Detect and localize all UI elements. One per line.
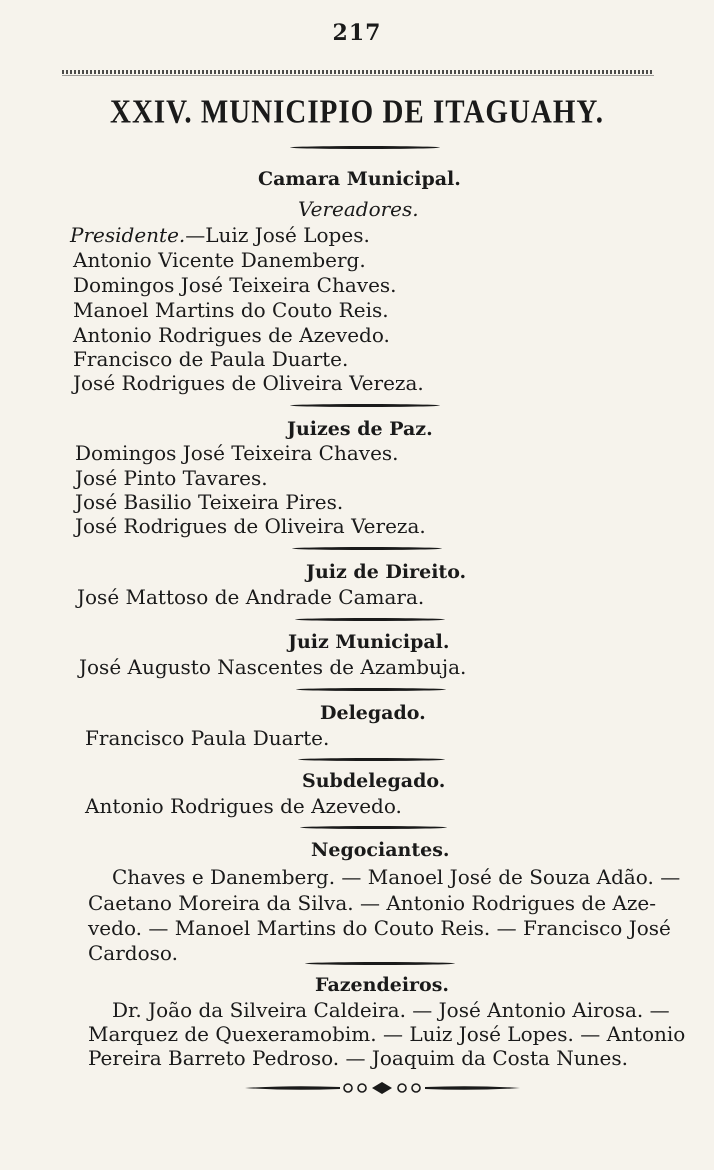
vereador-item: Domingos José Teixeira Chaves. (73, 273, 397, 297)
top-rule-thin (62, 75, 654, 76)
negociantes-line: Chaves e Danemberg. — Manoel José de Souza Adão. — (112, 865, 681, 889)
negociantes-line: vedo. — Manoel Martins do Couto Reis. — Francisco José (88, 916, 671, 940)
juizes-paz-heading: Juizes de Paz. (287, 418, 433, 440)
juiz-municipal-heading: Juiz Municipal. (288, 631, 450, 653)
page-number: 217 (332, 20, 382, 46)
fazendeiros-line: Dr. João da Silveira Caldeira. — José Antonio Airosa. — (112, 998, 670, 1022)
fazendeiros-heading: Fazendeiros. (315, 974, 450, 996)
vereador-item: Francisco de Paula Duarte. (73, 347, 349, 371)
juiz-direito-name: José Mattoso de Andrade Camara. (77, 585, 425, 609)
delegado-name: Francisco Paula Duarte. (85, 726, 330, 750)
fazendeiros-line: Marquez de Quexeramobim. — Luiz José Lopes. — Antonio (88, 1022, 686, 1046)
vereadores-subheading: Vereadores. (298, 197, 419, 221)
juiz-municipal-name: José Augusto Nascentes de Azambuja. (79, 655, 467, 679)
vereador-item: Manoel Martins do Couto Reis. (73, 298, 389, 322)
closing-ornament (245, 1080, 520, 1096)
vereador-item: José Rodrigues de Oliveira Vereza. (73, 371, 424, 395)
section-rule (296, 688, 446, 691)
section-rule (290, 404, 440, 407)
president-label: Presidente. (70, 223, 186, 247)
vereador-item: Antonio Rodrigues de Azevedo. (73, 323, 390, 347)
negociantes-line: Cardoso. (88, 941, 178, 965)
chapter-title: XXIV. MUNICIPIO DE ITAGUAHY. (110, 93, 604, 131)
section-rule (300, 826, 447, 829)
section-rule (295, 618, 445, 621)
negociantes-heading: Negociantes. (311, 839, 450, 861)
section-rule (290, 146, 440, 149)
negociantes-line: Caetano Moreira da Silva. — Antonio Rodrigues de Aze- (88, 891, 656, 915)
juiz-paz-item: José Rodrigues de Oliveira Vereza. (75, 514, 426, 538)
president-line (70, 223, 370, 247)
vereador-item: Antonio Vicente Danemberg. (73, 248, 366, 272)
juiz-paz-item: Domingos José Teixeira Chaves. (75, 441, 399, 465)
juiz-paz-item: José Pinto Tavares. (75, 466, 268, 490)
section-rule (305, 962, 455, 965)
camara-heading: Camara Municipal. (258, 168, 461, 190)
subdelegado-name: Antonio Rodrigues de Azevedo. (85, 794, 402, 818)
juiz-paz-item: José Basilio Teixeira Pires. (75, 490, 344, 514)
section-rule (292, 547, 442, 550)
fazendeiros-line: Pereira Barreto Pedroso. — Joaquim da Costa Nunes. (88, 1046, 628, 1070)
section-rule (298, 758, 445, 761)
subdelegado-heading: Subdelegado. (302, 770, 446, 792)
juiz-direito-heading: Juiz de Direito. (306, 561, 467, 583)
top-rule (62, 70, 654, 74)
president-name: —Luiz José Lopes. (185, 223, 370, 247)
delegado-heading: Delegado. (320, 702, 426, 724)
